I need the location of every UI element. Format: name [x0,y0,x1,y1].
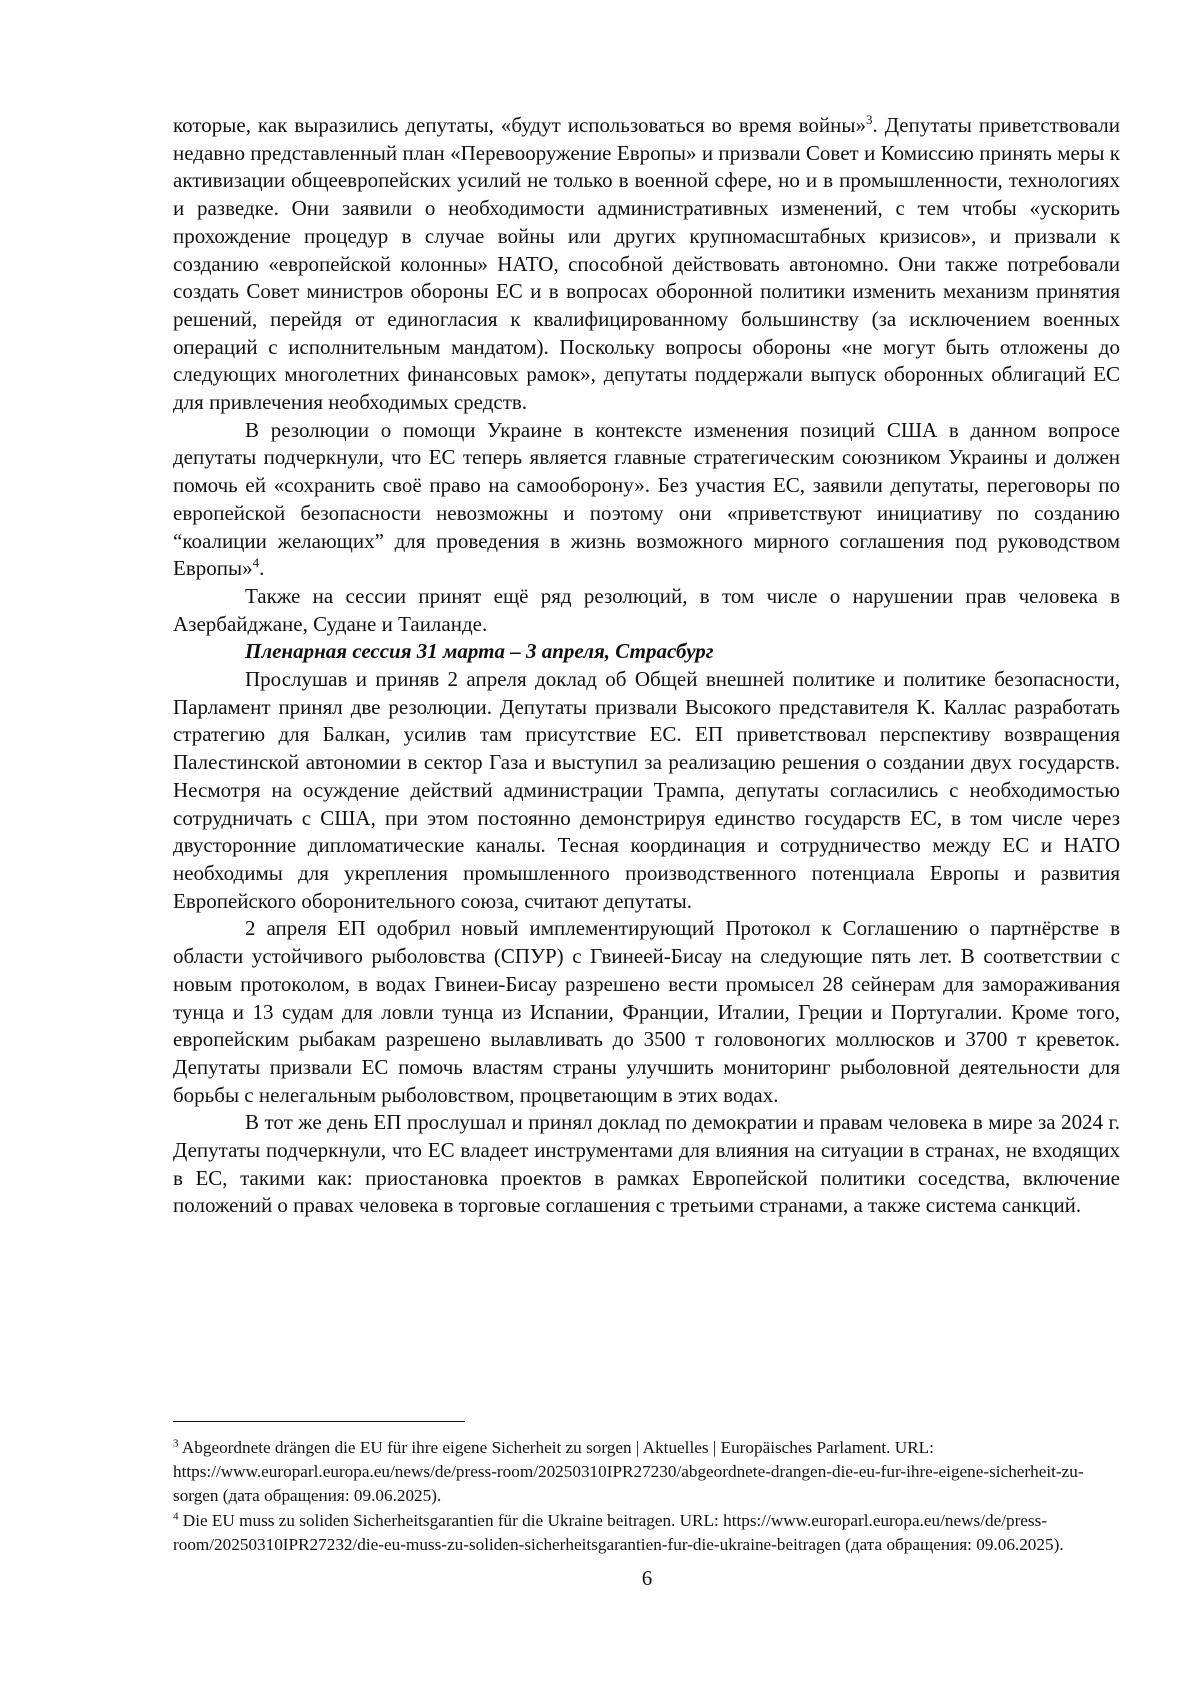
paragraph-text: которые, как выразились депутаты, «будут использоваться во время войны» [173,113,866,137]
footnote-text[interactable]: Die EU muss zu soliden Sicherheitsgarantien für die Ukraine beitragen. URL: https://www.europarl.europa.eu/news/de/press-room/20250310IPR27232/die-eu-muss-zu-soliden-sicherheitsgarantien-fur-die-ukraine-beitragen (дата обращения: 09.06.2025). [173,1510,1064,1554]
document-body [173,112,1120,1220]
paragraph-foreign-policy: Прослушав и приняв 2 апреля доклад об Общей внешней политике и политике безопасности, Парламент принял две резолюции. Депутаты призвали Высокого представителя К. Каллас разработать стратегию для Балкан, усилив там присутствие ЕС. ЕП приветствовал перспективу возвращения Палестинской автономии в сектор Газа и выступил за реализацию решения о создании двух государств. Несмотря на осуждение действий администрации Трампа, депутаты согласились с необходимостью сотрудничать с США, при этом постоянно демонстрируя единство государств ЕС, в том числе через двусторонние дипломатические каналы. Тесная координация и сотрудничество между ЕС и НАТО необходимы для укрепления промышленного производственного потенциала Европы и развития Европейского оборонительного союза, считают депутаты. [173,667,1120,913]
footnotes [173,1436,1120,1557]
paragraph-fisheries-protocol: 2 апреля ЕП одобрил новый имплементирующий Протокол к Соглашению о партнёрстве в области устойчивого рыболовства (СПУР) с Гвинеей-Бисау на следующие пять лет. В соответствии с новым протоколом, в водах Гвинеи-Бисау разрешено вести промысел 28 сейнерам для замораживания тунца и 13 судам для ловли тунца из Испании, Франции, Италии, Греции и Португалии. Кроме того, европейским рыбакам разрешено вылавливать до 3500 т головоногих моллюсков и 3700 т креветок. Депутаты призвали ЕС помочь властям страны улучшить мониторинг рыболовной деятельности для борьбы с нелегальным рыболовством, процветающим в этих водах. [173,916,1120,1107]
paragraph-text: В резолюции о помощи Украине в контексте изменения позиций США в данном вопросе депутаты подчеркнули, что ЕС теперь является главные стратегическим союзником Украины и должен помочь ей «сохранить своё право на самооборону». Без участия ЕС, заявили депутаты, переговоры по европейской безопасности невозможны и поэтому они «приветствуют инициативу по созданию “коалиции желающих” для проведения в жизнь возможного мирного соглашения под руководством Европы» [173,417,1120,581]
footnote-ref-3[interactable]: 3 [865,112,873,127]
footnote-4 [173,1509,1120,1557]
paragraph-human-rights-report: В тот же день ЕП прослушал и принял доклад по демократии и правам человека в мире за 2024 г. Депутаты подчеркнули, что ЕС владеет инструментами для влияния на ситуации в странах, не входящих в ЕС, такими как: приостановка проектов в рамках Европейской политики соседства, включение положений о правах человека в торговые соглашения с третьими странами, а также система санкций. [173,1110,1120,1218]
paragraph-defence-resolution [173,112,1120,417]
paragraph-other-resolutions: Также на сессии принят ещё ряд резолюций, в том числе о нарушении прав человека в Азербайджане, Судане и Таиланде. [173,583,1120,636]
footnote-3 [173,1436,1120,1509]
paragraph-text: . Депутаты приветствовали недавно представленный план «Перевооружение Европы» и призвали Совет и Комиссию принять меры к активизации общеевропейских усилий не только в военной сфере, но и в промышленности, технологиях и разведке. Они заявили о необходимости административных изменений, с тем чтобы «ускорить прохождение процедур в случае войны или других крупномасштабных кризисов», и призвали к созданию «европейской колонны» НАТО, способной действовать автономно. Они также потребовали создать Совет министров обороны ЕС и в вопросах оборонной политики изменить механизм принятия решений, перейдя от единогласия к квалифицированному большинству (за исключением военных операций с исполнительным мандатом). Поскольку вопросы обороны «не могут быть отложены до следующих многолетних финансовых рамок», депутаты поддержали выпуск оборонных облигаций ЕС для привлечения необходимых средств. [173,113,1120,415]
footnote-ref-4[interactable]: 4 [252,555,260,571]
page-number: 6 [641,1566,653,1590]
footnote-number: 4 [173,1509,179,1522]
footnote-text[interactable]: Abgeordnete drängen die EU für ihre eigene Sicherheit zu sorgen | Aktuelles | Europäisches Parlament. URL: https://www.europarl.europa.eu/news/de/press-room/20250310IPR27230/abgeordnete-drangen-die-eu-fur-ihre-eigene-sicherheit-zu-sorgen (дата обращения: 09.06.2025). [173,1438,1084,1506]
section-heading: Пленарная сессия 31 марта – 3 апреля, Страсбург [245,639,714,664]
footnote-number: 3 [173,1437,179,1450]
footnote-separator [173,1421,465,1422]
paragraph-text: . [259,556,265,581]
paragraph-ukraine-resolution [173,417,1120,583]
